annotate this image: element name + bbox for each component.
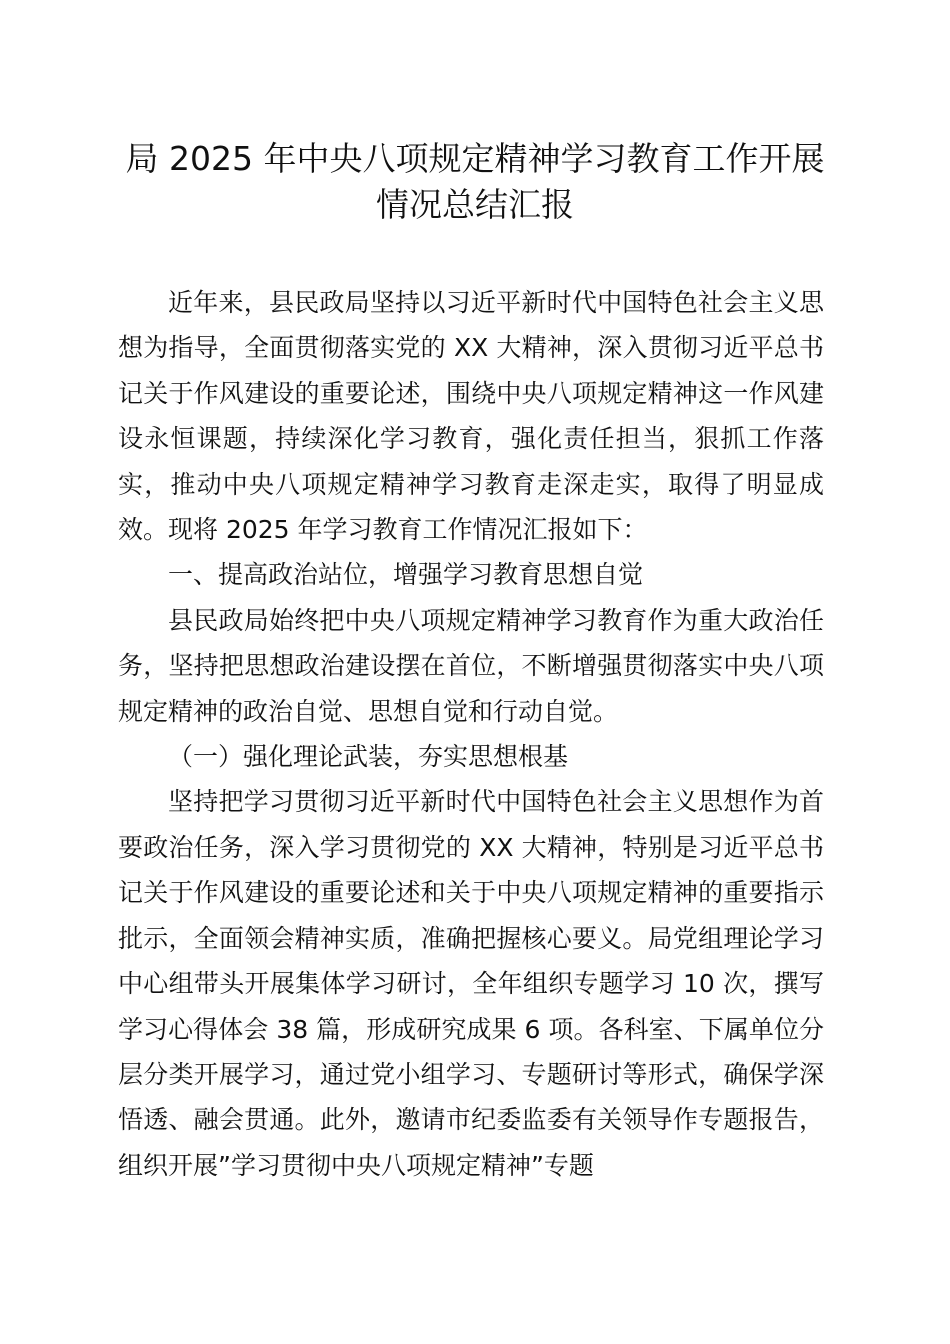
subsection-paragraph: 坚持把学习贯彻习近平新时代中国特色社会主义思想作为首要政治任务，深入学习贯彻党的 XX 大精神，特别是习近平总书记关于作风建设的重要论述和关于中央八项规定精神的重要指示批示，全面领会精神实质，准确把握核心要义。局党组理论学习中心组带头开展集体学习研讨，全年组织专题学习 10 次，撰写学习心得体会 38 篇，形成研究成果 6 项。各科室、下属单位分层分类开展学习，通过党小组学习、专题研讨等形式，确保学深悟透、融会贯通。此外，邀请市纪委监委有关领导作专题报告，组织开展”学习贯彻中央八项规定精神”专题	[118, 787, 824, 1180]
document-title: 局 2025 年中央八项规定精神学习教育工作开展情况总结汇报	[125, 139, 825, 224]
subsection-heading: （一）强化理论武装，夯实思想根基	[168, 742, 569, 772]
document-body	[118, 280, 824, 1188]
section-heading: 一、提高政治站位，增强学习教育思想自觉	[168, 560, 644, 590]
intro-paragraph: 近年来，县民政局坚持以习近平新时代中国特色社会主义思想为指导，全面贯彻落实党的 XX 大精神，深入贯彻习近平总书记关于作风建设的重要论述，围绕中央八项规定精神这一作风建设永恒课题，持续深化学习教育，强化责任担当，狠抓工作落实，推动中央八项规定精神学习教育走深走实，取得了明显成效。现将 2025 年学习教育工作情况汇报如下：	[118, 288, 824, 545]
section-paragraph: 县民政局始终把中央八项规定精神学习教育作为重大政治任务，坚持把思想政治建设摆在首位，不断增强贯彻落实中央八项规定精神的政治自觉、思想自觉和行动自觉。	[118, 605, 824, 726]
